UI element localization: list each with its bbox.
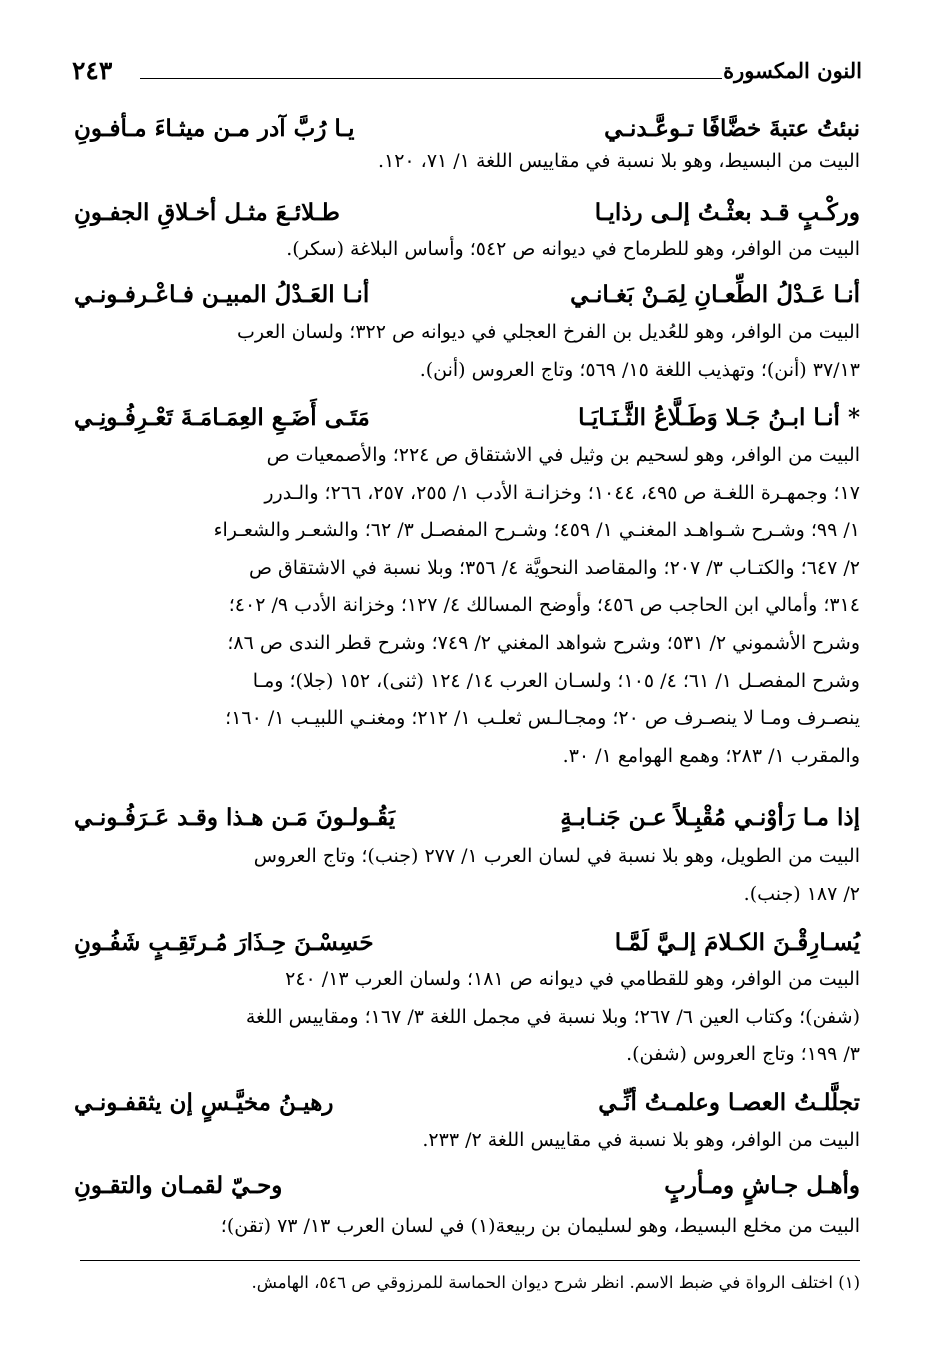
note-line: وشرح المفصـل ١/ ٦١؛ ٤/ ١٠٥؛ ولسـان العرب ١٤/ ١٢٤ (ثنى)، ١٥٢ (جلا)؛ ومـا — [252, 669, 860, 692]
verse-first-hemistich: يُسـارِقْـنَ الكـلامَ إلـيَّ لَمَّـا — [614, 929, 860, 956]
verse-second-hemistich: طـلائـعَ مثـل أخـلاقِ الجفـونِ — [74, 199, 340, 226]
verse-note — [74, 1208, 860, 1246]
note-line: البيت من الوافر، وهو لسحيم بن وثيل في الاشتقاق ص ٢٢٤؛ والأصمعيات ص — [266, 444, 860, 466]
note-line: ٢/ ٦٤٧؛ والكتـاب ٣/ ٢٠٧؛ والمقاصد النحويَّة ٤/ ٣٥٦؛ وبلا نسبة في الاشتقاق ص — [249, 556, 860, 579]
verse-line — [74, 1080, 860, 1128]
verse-first-hemistich: تجلَّلـتُ العصـا وعلمـتُ أنِّـي — [598, 1089, 860, 1116]
note-line: ٣٧/١٣ (أنن)؛ وتهذيب اللغة ١٥/ ٥٦٩؛ وتاج العروس (أنن). — [419, 358, 860, 381]
note-line: البيت من الوافر، وهو بلا نسبة في مقاييس اللغة ٢/ ٢٣٣. — [422, 1129, 860, 1151]
page-number: ٢٤٣ — [72, 56, 113, 85]
verse-second-hemistich: وحـيّ لقمـان والتقـونِ — [74, 1172, 283, 1199]
verse-second-hemistich: رهيـنُ مخيَّـسٍ إن يثقفـونـي — [74, 1089, 334, 1116]
note-line: البيت من الوافر، وهو للطرماح في ديوانه ص ٥٤٢؛ وأساس البلاغة (سكر). — [286, 238, 860, 260]
verse-line — [74, 795, 860, 843]
header-rule — [140, 78, 722, 79]
verse-note — [74, 314, 860, 389]
note-line: ٣١٤؛ وأمالي ابن الحاجب ص ٤٥٦؛ وأوضح المسالك ٤/ ١٢٧؛ وخزانة الأدب ٩/ ٤٠٢؛ — [228, 594, 860, 617]
verse-note — [74, 143, 860, 181]
verse-line — [74, 272, 860, 320]
note-line: البيت من مخلع البسيط، وهو لسليمان بن ربيعة(١) في لسان العرب ١٣/ ٧٣ (تقن)؛ — [220, 1215, 860, 1237]
verse-second-hemistich: أنـا العَـدْلُ المبيـن فـاعْـرفـونـي — [74, 281, 370, 308]
note-line: البيت من البسيط، وهو بلا نسبة في مقاييس اللغة ١/ ٧١، ١٢٠. — [377, 150, 860, 172]
footnote: (١) اختلف الرواة في ضبط الاسم. انظر شرح ديوان الحماسة للمرزوقي ص ٥٤٦، الهامش. — [251, 1273, 860, 1292]
verse-note — [74, 838, 860, 913]
verse-note — [74, 961, 860, 1074]
note-line: ١٧؛ وجمهـرة اللغـة ص ٤٩٥، ١٠٤٤؛ وخزانـة الأدب ١/ ٢٥٥، ٢٥٧، ٢٦٦؛ والـدرر — [264, 481, 860, 504]
verse-note — [74, 437, 860, 775]
verse-first-hemistich: أنـا عَـدْلُ الطِّعـانِ لِمَـنْ بَغـانـي — [570, 281, 860, 308]
verse-second-hemistich: يـا رُبَّ آدر مـن ميثـاءَ مـأفـونِ — [74, 115, 355, 142]
note-line: البيت من الطويل، وهو بلا نسبة في لسان العرب ١/ ٢٧٧ (جنب)؛ وتاج العروس — [253, 845, 860, 867]
verse-first-hemistich: * أنـا ابـنُ جَـلا وَطَـلَّاعُ الثَّـنَـايَـا — [578, 404, 860, 431]
note-line: ينصـرف ومـا لا ينصـرف ص ٢٠؛ ومجـالـس ثعلـب ١/ ٢١٢؛ ومغنـي اللبيـب ١/ ١٦٠؛ — [225, 707, 860, 730]
verse-first-hemistich: وركْـبٍ قـد بعثْـتُ إلـى رذايـا — [594, 199, 860, 226]
note-line: ٣/ ١٩٩؛ وتاج العروس (شفن). — [626, 1043, 860, 1066]
note-line: والمقرب ١/ ٢٨٣؛ وهمع الهوامع ١/ ٣٠. — [562, 744, 860, 767]
verse-second-hemistich: حَسِسْـنَ حِـذَارَ مُـرتَقِـبٍ شَفُـونِ — [74, 929, 374, 956]
chapter-title: النون المكسورة — [723, 58, 862, 83]
footnote-rule — [80, 1260, 860, 1261]
verse-first-hemistich: وأهـل جـاشٍ ومـأربٍ — [664, 1172, 860, 1199]
note-line: البيت من الوافر، وهو للقطامي في ديوانه ص ١٨١؛ ولسان العرب ١٣/ ٢٤٠ — [285, 968, 860, 990]
verse-line — [74, 1163, 860, 1211]
page-header — [72, 58, 862, 98]
note-line: وشرح الأشموني ٢/ ٥٣١؛ وشرح شواهد المغني ٢/ ٧٤٩؛ وشرح قطر الندى ص ٨٦؛ — [227, 631, 860, 654]
verse-first-hemistich: إذا مـا رَأوْنـي مُقْبِـلاً عـن جَنـابـةٍ — [560, 804, 860, 831]
verse-first-hemistich: نبئتُ عتبةَ خضَّافًا تـوعَّـدنـي — [604, 115, 860, 142]
verse-second-hemistich: مَتَـى أَضَـعِ العِمَـامَـةَ تَعْـرِفُـونِـي — [74, 404, 370, 431]
note-line: ٢/ ١٨٧ (جنب). — [743, 882, 860, 905]
note-line: البيت من الوافر، وهو للعُديل بن الفرخ العجلي في ديوانه ص ٣٢٢؛ ولسان العرب — [236, 321, 860, 343]
verse-second-hemistich: يَقُـولـونَ مَـن هـذا وقـد عَـرَفُـونـي — [74, 804, 396, 831]
note-line: (شفن)؛ وكتاب العين ٦/ ٢٦٧؛ وبلا نسبة في مجمل اللغة ٣/ ١٦٧؛ ومقاييس اللغة — [245, 1005, 860, 1028]
verse-line — [74, 395, 860, 443]
verse-note — [74, 231, 860, 269]
note-line: ١/ ٩٩؛ وشـرح شـواهـد المغنـي ١/ ٤٥٩؛ وشـرح المفصـل ٣/ ٦٢؛ والشعـر والشعـراء — [213, 519, 860, 542]
verse-note — [74, 1122, 860, 1160]
